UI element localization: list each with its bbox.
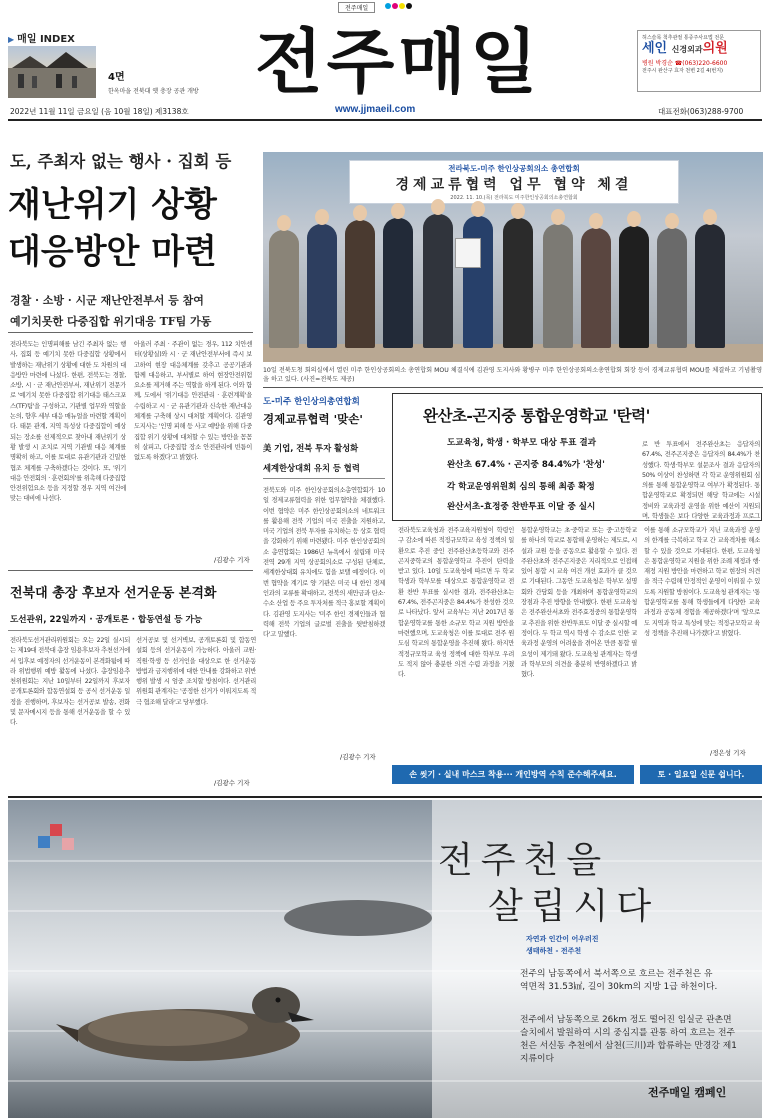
clinic-ad[interactable] xyxy=(637,30,761,92)
newspaper-logo: 전주매일 xyxy=(255,20,542,103)
banner-title: 경제교류협력 업무 협약 체결 xyxy=(395,177,633,193)
masthead-divider xyxy=(8,119,762,121)
person-4 xyxy=(383,218,413,348)
story3-byline: /정은성 기자 xyxy=(710,749,746,757)
story2-sub-divider xyxy=(263,478,385,479)
person-7 xyxy=(503,218,533,348)
story3-subhead-3: 각 학교운영위원회 심의 통해 최종 확정 xyxy=(447,482,595,492)
campaign-ad[interactable] xyxy=(8,800,762,1118)
campaign-slogan-2: 생태하천 - 전주천 xyxy=(526,947,582,955)
ceremony-banner xyxy=(349,160,679,204)
ad-address: 전주시 완산구 효자 천변 2길 4(번지) xyxy=(642,68,724,74)
campaign-body-2: 전주에서 남동쪽으로 26km 정도 떨어진 임실군 관촌면 슬치에서 발원하여 시의 중심지를 관통 하여 흐르는 전주천은 서신동 추천에서 삼천(三川)과 합류하는 만경강 제1지류이다 xyxy=(520,1015,737,1064)
photo-caption xyxy=(263,366,763,384)
deco-square-blue xyxy=(38,836,50,848)
campaign-body-1: 전주의 남동쪽에서 북서쪽으로 흐르는 전주천은 유역면적 31.53㎢, 길이 30km의 지방 1급 하천이다. xyxy=(520,969,718,992)
story1-kicker: 도, 주최자 없는 행사 · 집회 등 xyxy=(10,152,232,171)
ad-name-blue: 세인 xyxy=(642,41,668,56)
story3-subhead-4: 완산서초-효정중 찬반투표 이달 중 실시 xyxy=(447,502,596,512)
index-thumbnail-illustration xyxy=(8,46,96,98)
photo-divider xyxy=(263,387,763,388)
deco-square-red xyxy=(50,824,62,836)
ad-clinic-name xyxy=(642,41,756,58)
index-description[interactable]: 한옥마을 전북대 옛 충장 공관 개방 xyxy=(108,88,199,95)
story2-body: 전북도와 미주 한인상공회의소총연합회가 10일 경제교류협력을 위한 업무협약을 체결했다. 이번 협약은 미주 한인상공회의소의 네트워크를 활용해 전북 기업의 미국 진출을 지원하고, 미국 기업의 전북 투자를 유치하는 등 상호 협력을 강화하기 위해 마련됐다. 미주 한인상공회의소 총연합회는 1986년 뉴욕에서 설립돼 미국 전역 29개 지역 상공회의소로 구성된 단체로, 세계한상대회 유치에도 힘을 보탤 예정이다. 이번 협약을 계기로 양 기관은 미국 내 한인 경제인과의 교류를 확대하고, 전북의 새만금과 탄소·수소 산업 등 주요 투자처를 적극 홍보할 계획이다. 김관영 도지사는 '미주 한인 경제인들과 협력해 전북 기업의 글로벌 진출을 뒷받침하겠다'고 말했다. xyxy=(263,487,385,639)
person-3 xyxy=(345,220,375,348)
story4-divider xyxy=(8,630,253,631)
person-12 xyxy=(695,224,725,348)
story1-subhead-1: 경찰 · 소방 · 시군 재난안전부서 등 참여 xyxy=(10,294,204,307)
story2-org-tag: 도-미주 한인상의총연합회 xyxy=(263,397,360,407)
story1-divider xyxy=(8,332,253,333)
quarantine-notice-bar: 손 씻기 · 실내 마스크 착용··· 개인방역 수칙 준수해주세요. xyxy=(392,765,634,784)
index-thumbnail-photo[interactable] xyxy=(8,46,96,98)
ad-name-mid: 신경외과 xyxy=(671,45,703,54)
person-1 xyxy=(269,230,299,348)
story2-subhead-1: 美 기업, 전북 투자 활성화 xyxy=(263,443,359,453)
story1-subhead-2: 예기치못한 다중집합 위기대응 TF팀 가동 xyxy=(10,315,212,328)
story3-body-col2: 통합운영학교는 초·중학교 또는 중·고등학교를 하나의 학교로 통합해 운영하는 제도로, 시설과 교원 등을 공동으로 활용할 수 있다. 전주완산초와 전주곤지중은 지리적으로 인접해 있어 통합 시 교육 여건 개선 효과가 클 것으로 기대된다. 그동안 도교육청은 학부모 설명회와 간담회 등을 개최하며 통합운영학교의 장점과 추진 방향을 안내했다. 한편 도교육청은 전주완산서초와 전주효정중의 통합운영학교 추진을 위한 찬반투표도 이달 중 실시할 예정이다. 두 학교 역시 학생 수 감소로 인한 교육과정 운영의 어려움을 겪어온 만큼 통합 필요성이 제기돼 왔다. 도교육청 관계자는 학생과 학부모의 의견을 충분히 반영하겠다고 밝혔다. xyxy=(521,527,637,679)
main-phone: 대표전화(063)288-9700 xyxy=(658,107,744,116)
weekend-notice-bar: 토 · 일요일 신문 쉽니다. xyxy=(640,765,762,784)
index-page-number: 4면 xyxy=(108,72,125,83)
index-title: ▶ 매일 INDEX xyxy=(8,30,243,45)
story1-bottom-divider xyxy=(8,570,253,571)
story1-headline-line1[interactable]: 재난위기 상황 xyxy=(8,185,217,225)
ad-phone: 병원 박경순 ☎(063)220-6600 xyxy=(642,60,728,67)
person-10 xyxy=(619,226,649,348)
issue-date: 2022년 11월 11일 금요일 (음 10월 18일) 제3138호 xyxy=(10,107,189,116)
campaign-title-line1: 전주천을 xyxy=(438,840,610,881)
story3-body-col3: 이를 통해 소규모학교가 지닌 교육과정 운영의 한계를 극복하고 학교 간 교육격차를 해소할 수 있을 것으로 기대된다. 한편, 도교육청은 통합운영학교 지원을 위한 조례 제정과 행·재정 지원 방안을 마련하고 학교 현장의 의견을 적극 수렴해 안정적인 운영이 이뤄질 수 있도록 지원할 방침이다. 도교육청 관계자는 '통합운영학교를 통해 학생들에게 다양한 교육과정과 공동체 경험을 제공하겠다'며 '앞으로도 지역과 학교 특성에 맞는 적정규모학교 육성 정책을 추진해 나가겠다'고 밝혔다. xyxy=(644,527,760,637)
campaign-divider xyxy=(8,796,762,798)
story4-subhead: 도선관위, 22일까지 · 공개토론 · 합동연설 등 가능 xyxy=(10,615,203,625)
person-9 xyxy=(581,228,611,348)
story3-subhead-2: 완산초 67.4% · 곤지중 84.4%가 '찬성' xyxy=(447,460,605,470)
duck-illustration xyxy=(48,950,318,1070)
person-5 xyxy=(423,214,453,348)
cmyk-marks xyxy=(385,3,412,9)
rock-illustration xyxy=(278,890,438,940)
story3-headline[interactable]: 완산초-곤지중 통합운영학교 '탄력' xyxy=(423,406,650,425)
story4-byline: /김광수 기자 xyxy=(214,779,250,787)
story4-body-col1: 전라북도선거관리위원회는 오는 22일 실시되는 제19대 전북대 총장 임용후보자 추천선거에서 입후보 예정자의 선거운동이 본격화됨에 따라 위법행위 예방 활동에 나섰다. 총장임용추천위원회는 지난 10일부터 22일까지 후보자 공개토론회와 합동연설회 등 공식 선거운동 일정을 진행하며, 후보자는 선거공보 발송, 전화 및 문자메시지 등을 통해 선거운동을 할 수 있다. xyxy=(10,637,130,727)
story3-subhead-1: 도교육청, 학생 · 학부모 대상 투표 결과 xyxy=(447,438,597,448)
story1-byline: /김광수 기자 xyxy=(214,556,250,564)
person-8 xyxy=(543,224,573,348)
banner-date: 2022. 11. 10.(목) 전라북도 미주한인상공회의소총연합회 xyxy=(450,195,578,201)
story4-headline[interactable]: 전북대 총장 후보자 선거운동 본격화 xyxy=(10,586,217,601)
photo-caption-text: 10일 전북도청 회의실에서 열린 미주 한인상공회의소 총연합회 MOU 체결식에 김관영 도지사와 황병구 미주 한인상공회의소총연합회 회장 등이 경제교류협력 MOU를 체결하고 기념촬영을 하고 있다. xyxy=(263,367,763,383)
top-stamp: 전주매일 xyxy=(338,2,375,13)
mou-ceremony-photo[interactable] xyxy=(263,152,763,362)
mou-document xyxy=(455,238,481,268)
banner-organization: 전라북도-미주 한인상공회의소 총연합회 xyxy=(448,164,580,173)
story3-body-col1: 전라북도교육청과 전주교육지원청이 학령인구 감소에 따른 적정규모학교 육성 정책의 일환으로 추진 중인 전주완산초등학교와 전주곤지중학교의 통합운영학교 추진이 탄력을 받고 있다. 10일 도교육청에 따르면 두 학교 학생과 학부모를 대상으로 통합운영학교 전환 찬반 투표를 실시한 결과, 전주완산초는 67.4%, 전주곤지중은 84.4%가 찬성한 것으로 나타났다. 앞서 교육부는 지난 2017년 통합운영학교를 통한 소규모 학교 지원 방안을 마련했으며, 도교육청은 이를 토대로 전주 원도심 학교의 통합운영을 추진해 왔다. 하지만 적정규모학교 육성 정책에 대한 학부모 우려도 적지 않아 충분한 의견 수렴 과정을 거쳤다. xyxy=(398,527,514,679)
story2-byline: /김광수 기자 xyxy=(340,753,376,761)
person-11 xyxy=(657,228,687,348)
ad-name-red: 의원 xyxy=(702,41,728,56)
story1-headline-line2[interactable]: 대응방안 마련 xyxy=(8,232,217,272)
deco-square-pink xyxy=(62,838,74,850)
index-box xyxy=(8,30,243,105)
story1-body-col1: 전라북도는 인명피해를 남긴 주최자 없는 행사, 집회 등 예기치 못한 다중집합 상황에서 발생하는 재난위기 상황에 대한 도 차원의 대응방안 마련에 나섰다. 한편, 전북도는 경찰, 소방, 시 · 군 재난안전부서, 재난위기 전문가로 '예기치 못한 다중집합 위기대응 태스크포스(TF)팀'을 구성하고, 기관별 업무와 역할을 논의, 향후 세부 대응 매뉴얼을 마련할 계획이다. 태문 관계, 지역 특성상 다중집합이 예상되는 장소를 선제적으로 찾아내 재난위기 상황 발생 시 조치로 지역 기관별 대응 체계를 명확히 하고, 이를 토대로 유관기관과 긴밀한 협조 체계를 구축하겠다는 것이다. 또, '위기대응 안전회의 · 훈련회의'를 위촉해 다중집합 안전위험요소 등을 지정할 경우 지역 여건에 맞는 대비에 나선다. xyxy=(10,341,126,503)
story2-headline[interactable]: 경제교류협력 '맞손' xyxy=(263,412,363,426)
campaign-title-line2: 살립시다 xyxy=(488,886,660,927)
story1-body-col2: 아울러 주최 · 주관이 없는 경우, 112 치안센터(상황실)와 시 · 군 재난안전부서에 즉시 보고하여 현장 대응체계를 갖추고 공공기관과 함께 대응하고, 부서별로 하여 현장안전위험요소를 제거해 주는 역할을 하게 된다. 이와 함께, 도에서 '위기대응 안전관리 · 훈련계획'을 수립하고 시 · 군 유관기관과 신속한 재난대응 체계를 구축해 상시 대처할 계획이다. 김관영 도지사는 '인명 피해 등 사고 예방을 위해 다중집합 위기 상황에 대처할 수 있는 방안을 꼼꼼히 살피고, 다중집합 장소 안전관리에 빈틈이 없도록 하겠다'고 밝혔다. xyxy=(134,341,252,462)
person-2 xyxy=(307,224,337,348)
campaign-signature: 전주매일 캠페인 xyxy=(648,1086,727,1099)
story2-subhead-2: 세계한상대회 유치 등 협력 xyxy=(263,463,360,473)
ad-tagline: 허스슬목 척추관절 통증주사요법 전문 xyxy=(642,35,725,41)
website-link[interactable]: www.jjmaeil.com xyxy=(335,104,416,115)
story4-body-col2: 선거공보 및 선거벽보, 공개토론회 및 합동연설회 등의 선거운동이 가능하다. 아울러 교원·직원·학생 등 선거인을 대상으로 한 선거운동 방법과 금지행위에 대한 안내를 강화하고 위반행위 발생 시 엄중 조치할 방침이다. 선거관리위원회 관계자는 '공정한 선거가 이뤄지도록 적극 협조해 달라'고 당부했다. xyxy=(136,637,256,706)
campaign-slogan-1: 자연과 인간이 어우러진 xyxy=(526,935,599,943)
story3-right-column-top: 로 반 투표에서 전주완산초는 응답자의 67.4%, 전주곤지중은 응답자의 84.4%가 찬성했다. 학생·학부모 설문조사 결과 응답자의 50% 이상이 찬성하면 각 학교 운영위원회 심의를 통해 통합운영학교 여부가 확정된다. 통합운영학교로 확정되면 해당 학교에는 시설 정비와 교육과정 운영을 위한 예산이 지원되며, 학생들은 보다 다양한 교육과정과 프로그 xyxy=(642,441,760,521)
photo-credit: (사진=전북도 제공) xyxy=(300,376,355,383)
person-6 xyxy=(463,216,493,348)
